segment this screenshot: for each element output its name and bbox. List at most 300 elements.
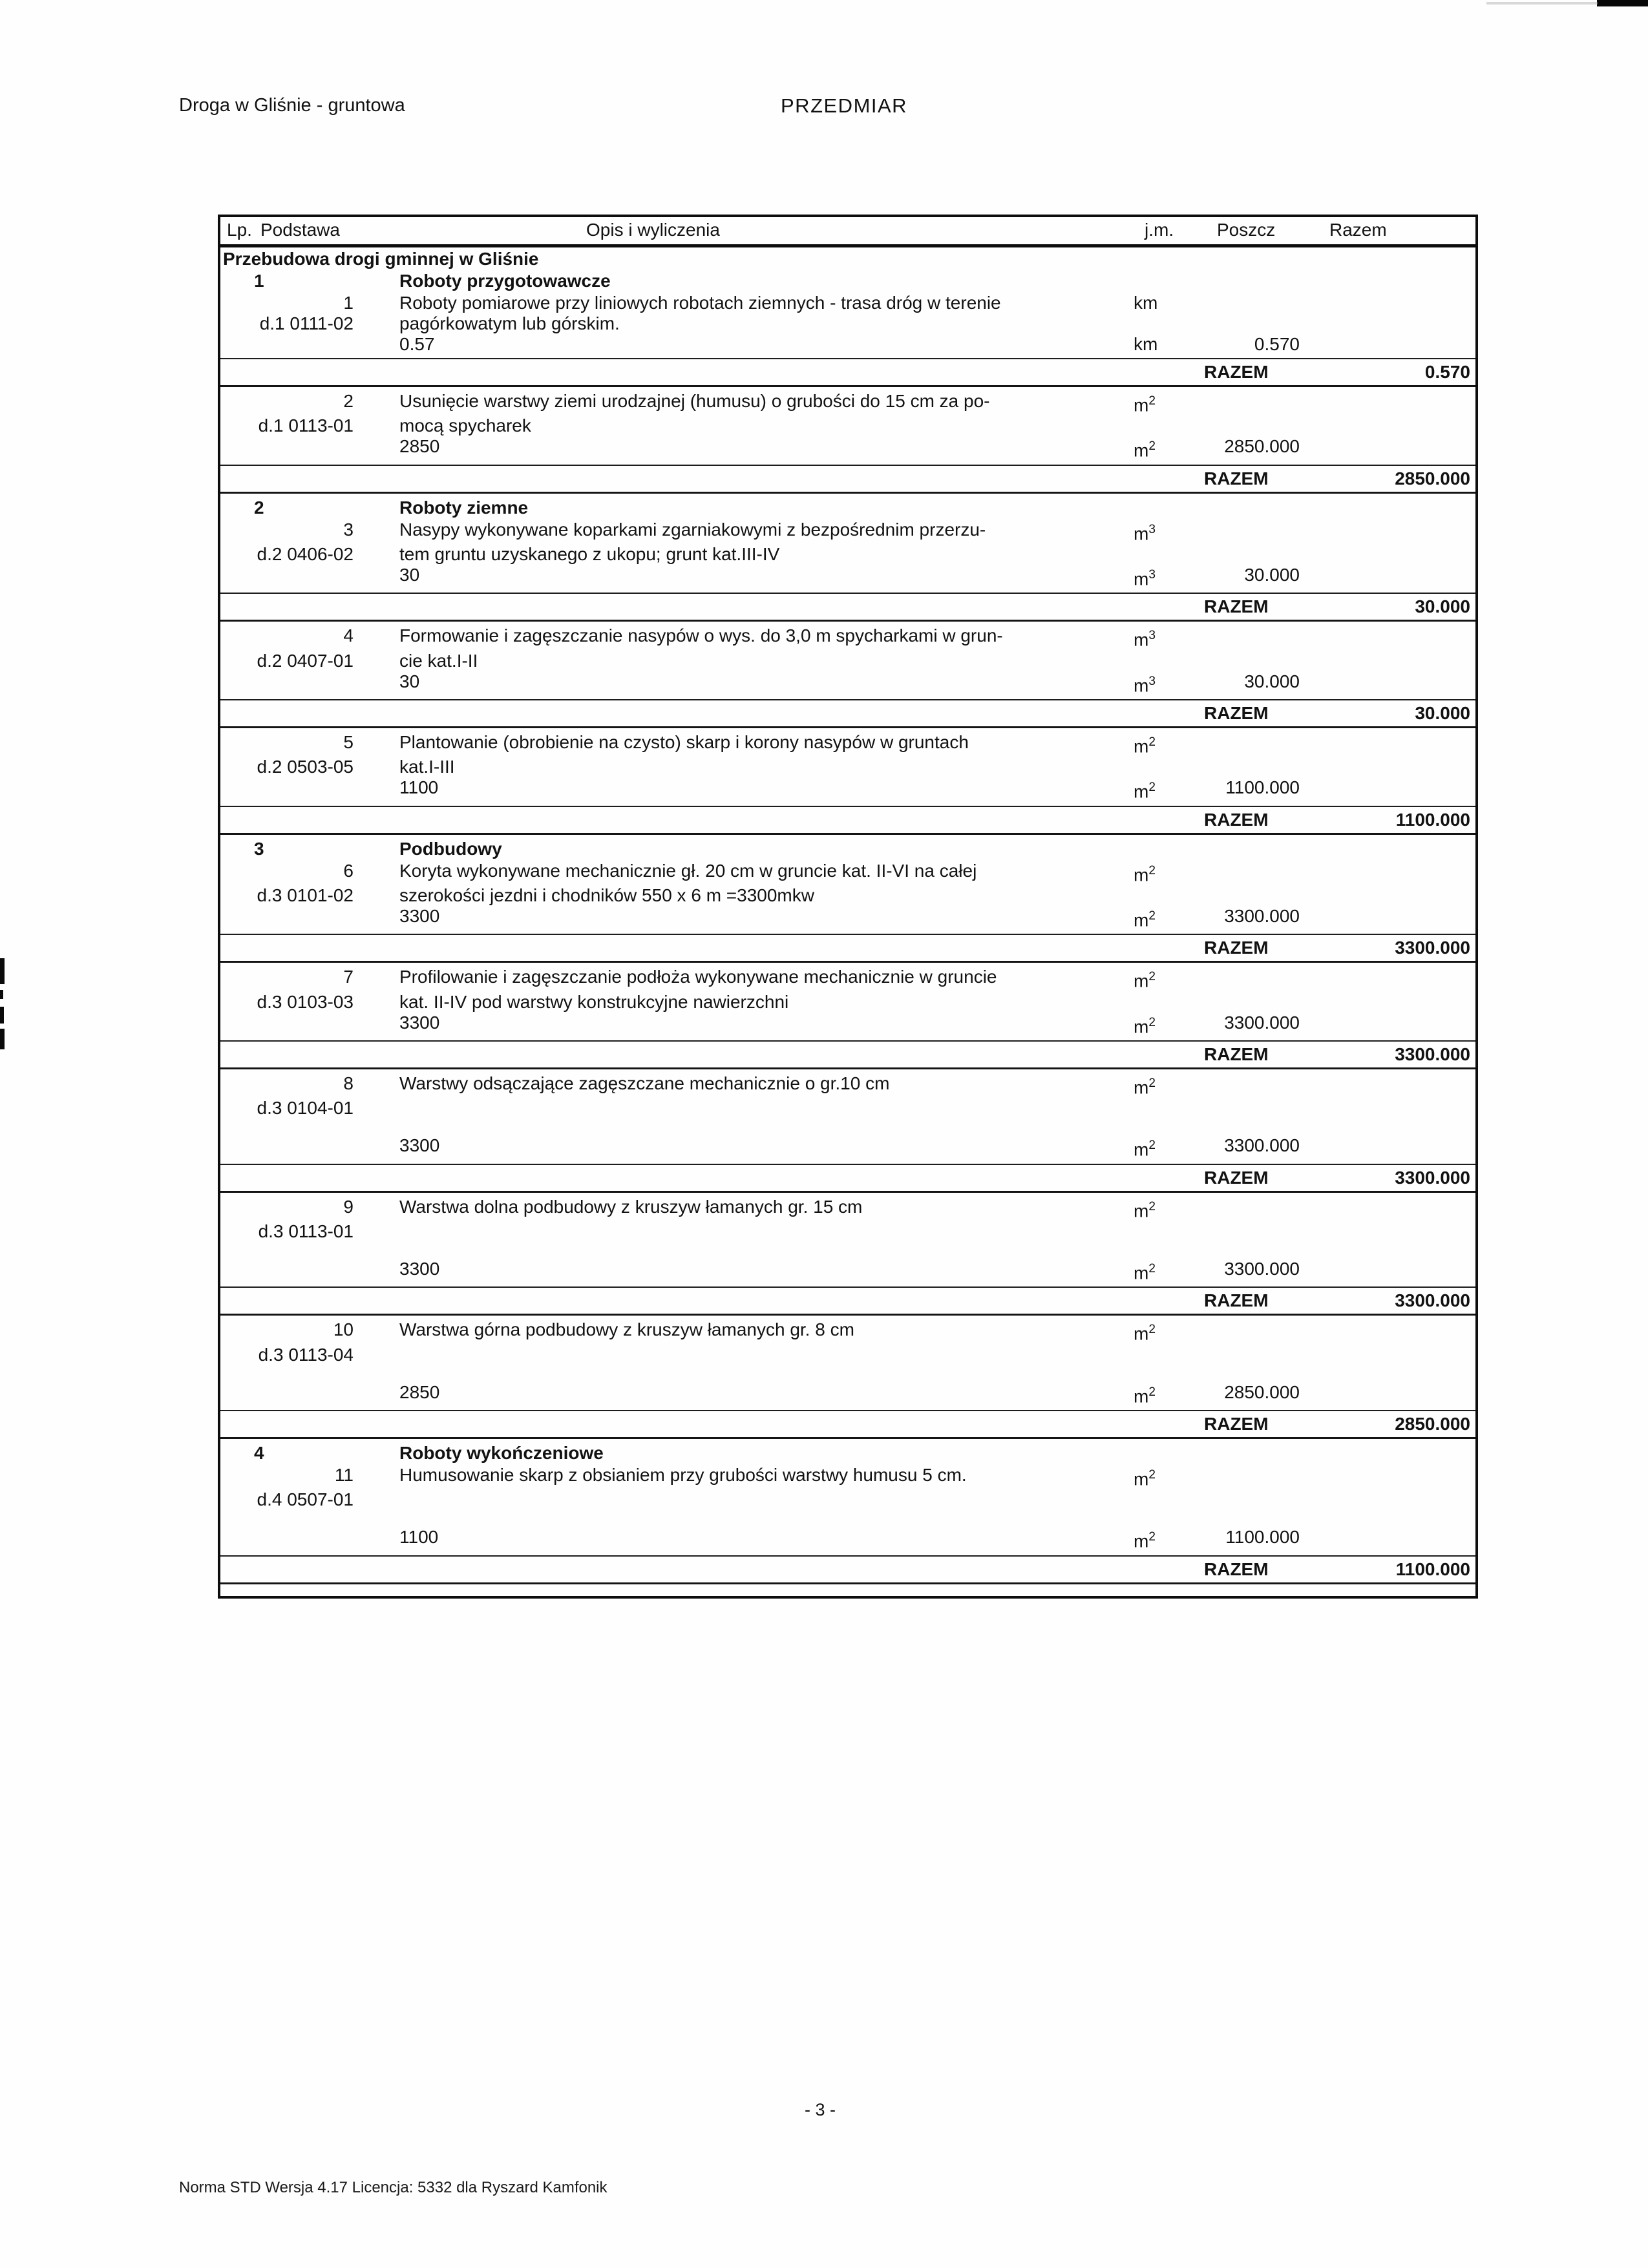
unit-exponent: 3 — [1148, 567, 1156, 582]
item-description: Nasypy wykonywane koparkami zgarniakowymi z bezpośrednim przerzu- — [399, 519, 986, 540]
quantity-expression: 1100 — [399, 1527, 439, 1548]
qty-razem-empty — [1351, 671, 1475, 696]
quantity-row — [220, 671, 1475, 700]
item-description: mocą spycharek — [399, 415, 531, 436]
razem-col1-empty — [220, 1559, 361, 1580]
item-row — [220, 520, 1475, 622]
item-code: d.3 0101-02 — [257, 885, 354, 905]
razem-col3-empty — [1128, 1168, 1203, 1188]
quantity-unit: $m^3$ — [1134, 674, 1156, 695]
razem-row — [220, 700, 1475, 728]
item-col1-empty — [220, 1365, 361, 1382]
item-desc-line — [220, 520, 1475, 544]
razem-col3-empty — [1128, 1414, 1203, 1434]
section-row — [220, 839, 1475, 861]
item-poszcz-empty — [1203, 1319, 1351, 1344]
item-desc-line — [220, 732, 1475, 757]
razem-col3-empty — [1128, 468, 1203, 489]
item-code: d.3 0113-01 — [258, 1221, 354, 1241]
item-unit — [1128, 313, 1203, 334]
unit-exponent: 2 — [1148, 1199, 1156, 1213]
item-poszcz-empty — [1203, 1510, 1351, 1527]
unit-exponent: 2 — [1148, 1261, 1156, 1276]
item-razem-empty — [1351, 1073, 1475, 1098]
qty-razem-empty — [1351, 1527, 1475, 1551]
quantity-row — [220, 334, 1475, 359]
qty-col1-empty — [220, 436, 361, 461]
item-lp-podstawa: 6 — [343, 860, 354, 881]
item-description — [361, 1118, 1128, 1135]
razem-row — [220, 1165, 1475, 1193]
scan-artifact-left-edge — [0, 958, 5, 984]
item-unit: $m^2$ — [1134, 863, 1156, 885]
item-poszcz-empty — [1203, 1365, 1351, 1382]
item-description: pagórkowatym lub górskim. — [399, 313, 620, 333]
razem-row — [220, 935, 1475, 963]
qty-razem-empty — [1351, 334, 1475, 355]
item-poszcz-empty — [1203, 313, 1351, 334]
item-poszcz-empty — [1203, 651, 1351, 671]
razem-label: RAZEM — [1204, 1559, 1269, 1579]
razem-col1-empty — [220, 810, 361, 830]
item-desc-line — [220, 1073, 1475, 1098]
razem-value: 30.000 — [1415, 596, 1470, 617]
razem-value: 1100.000 — [1395, 1559, 1470, 1579]
item-desc-line — [220, 313, 1475, 334]
unit-exponent: 2 — [1148, 394, 1156, 408]
item-poszcz-empty — [1203, 1465, 1351, 1489]
item-code: d.2 0407-01 — [257, 650, 354, 671]
item-unit: $m^2$ — [1134, 1076, 1156, 1098]
razem-label: RAZEM — [1204, 1044, 1269, 1064]
unit-exponent: 2 — [1148, 1139, 1156, 1153]
item-poszcz-empty — [1203, 885, 1351, 906]
section-row — [220, 271, 1475, 293]
razem-col2-empty — [361, 468, 1128, 489]
quantity-unit: $m^2$ — [1134, 1015, 1156, 1036]
quantity-unit: $m^3$ — [1134, 567, 1156, 589]
unit-exponent: 2 — [1148, 1076, 1156, 1090]
unit-exponent: 2 — [1148, 1385, 1156, 1399]
item-poszcz-empty — [1203, 1221, 1351, 1242]
quantity-row — [220, 436, 1475, 465]
item-poszcz-empty — [1203, 1345, 1351, 1365]
razem-row — [220, 359, 1475, 387]
quantity-unit: $m^2$ — [1134, 1530, 1156, 1551]
item-description — [361, 1510, 1128, 1527]
razem-value: 1100.000 — [1395, 809, 1470, 830]
item-description: Warstwa górna podbudowy z kruszyw łamanych gr. 8 cm — [399, 1319, 854, 1340]
item-poszcz-empty — [1203, 544, 1351, 565]
item-code: d.1 0111-02 — [259, 313, 354, 333]
item-poszcz-empty — [1203, 732, 1351, 757]
quantity-expression: 1100 — [399, 777, 439, 798]
item-unit: $m^2$ — [1134, 1323, 1156, 1344]
razem-col3-empty — [1128, 938, 1203, 958]
razem-value: 0.570 — [1424, 362, 1470, 382]
item-unit: $m^3$ — [1134, 629, 1156, 650]
item-razem-empty — [1351, 967, 1475, 991]
quantity-expression: 30 — [399, 671, 420, 691]
item-unit — [1128, 1489, 1203, 1510]
qty-col1-empty — [220, 565, 361, 589]
item-razem-empty — [1351, 1489, 1475, 1510]
item-razem-empty — [1351, 1345, 1475, 1365]
section-row — [220, 1443, 1475, 1465]
item-poszcz-empty — [1203, 757, 1351, 777]
unit-exponent: 3 — [1148, 522, 1156, 536]
item-unit — [1128, 757, 1203, 777]
item-lp-podstawa: 9 — [343, 1196, 354, 1217]
item-unit: $m^2$ — [1134, 1199, 1156, 1221]
qty-col1-empty — [220, 1382, 361, 1407]
section-title: Roboty wykończeniowe — [399, 1442, 604, 1463]
item-unit — [1128, 1221, 1203, 1242]
scan-artifact-left-edge — [0, 990, 3, 999]
razem-col1-empty — [220, 468, 361, 489]
razem-col2-empty — [361, 1290, 1128, 1311]
quantity-expression: 0.57 — [399, 334, 435, 354]
quantity-row — [220, 777, 1475, 806]
quantity-expression: 3300 — [399, 1135, 440, 1156]
item-unit — [1128, 544, 1203, 565]
item-unit: $m^2$ — [1134, 970, 1156, 991]
quantity-unit: $m^2$ — [1134, 439, 1156, 461]
table-body — [220, 271, 1475, 1584]
quantity-row — [220, 565, 1475, 594]
razem-value: 3300.000 — [1395, 1290, 1470, 1311]
quantity-poszcz: 0.570 — [1254, 334, 1300, 354]
item-row — [220, 732, 1475, 835]
item-description — [361, 1489, 1128, 1510]
qty-col1-empty — [220, 671, 361, 696]
razem-col3-empty — [1128, 596, 1203, 617]
col-header-podstawa: Podstawa — [260, 220, 340, 240]
item-razem-empty — [1351, 992, 1475, 1013]
item-desc-line — [220, 967, 1475, 991]
razem-label: RAZEM — [1204, 702, 1269, 723]
item-lp-podstawa: 10 — [333, 1319, 354, 1340]
quantity-poszcz: 1100.000 — [1225, 1527, 1300, 1548]
unit-exponent: 2 — [1148, 439, 1156, 454]
qty-razem-empty — [1351, 565, 1475, 589]
item-row — [220, 1319, 1475, 1439]
razem-col3-empty — [1128, 362, 1203, 383]
group-title-row: Przebudowa drogi gminnej w Gliśnie — [223, 249, 539, 269]
item-desc-line — [220, 1098, 1475, 1118]
razem-col3-empty — [1128, 810, 1203, 830]
item-code: d.4 0507-01 — [257, 1489, 354, 1510]
razem-row — [220, 1288, 1475, 1316]
footer-license-note: Norma STD Wersja 4.17 Licencja: 5332 dla Ryszard Kamfonik — [179, 2179, 607, 2196]
item-desc-line — [220, 1221, 1475, 1242]
razem-label: RAZEM — [1204, 1167, 1269, 1188]
item-code: d.2 0406-02 — [257, 543, 354, 564]
item-razem-empty — [1351, 757, 1475, 777]
qty-razem-empty — [1351, 1382, 1475, 1407]
item-desc-line — [220, 544, 1475, 565]
item-unit — [1128, 1118, 1203, 1135]
quantity-poszcz: 1100.000 — [1225, 777, 1300, 798]
item-razem-empty — [1351, 1118, 1475, 1135]
item-unit — [1128, 992, 1203, 1013]
item-description: kat.I-III — [399, 757, 455, 777]
item-row — [220, 861, 1475, 963]
item-code: d.2 0503-05 — [257, 757, 354, 777]
razem-col2-empty — [361, 1559, 1128, 1580]
item-desc-line — [220, 1118, 1475, 1135]
item-description — [361, 1221, 1128, 1242]
razem-col2-empty — [361, 1414, 1128, 1434]
col-header-razem: Razem — [1329, 220, 1387, 240]
razem-col2-empty — [361, 810, 1128, 830]
qty-col1-empty — [220, 906, 361, 930]
item-description: Warstwa dolna podbudowy z kruszyw łamanych gr. 15 cm — [399, 1196, 863, 1217]
razem-col1-empty — [220, 362, 361, 383]
item-description: Profilowanie i zagęszczanie podłoża wykonywane mechanicznie w gruncie — [399, 967, 997, 987]
qty-col1-empty — [220, 1135, 361, 1160]
item-razem-empty — [1351, 861, 1475, 885]
quantity-expression: 2850 — [399, 1381, 440, 1402]
item-col1-empty — [220, 1242, 361, 1259]
estimate-table — [218, 215, 1478, 1599]
razem-label: RAZEM — [1204, 1290, 1269, 1311]
section-row — [220, 498, 1475, 520]
item-razem-empty — [1351, 625, 1475, 650]
item-desc-line — [220, 1197, 1475, 1221]
razem-col2-empty — [361, 1168, 1128, 1188]
section-title: Podbudowy — [399, 838, 502, 859]
razem-value: 2850.000 — [1395, 1413, 1470, 1434]
item-desc-line — [220, 1465, 1475, 1489]
razem-col1-empty — [220, 1290, 361, 1311]
item-unit: km — [1134, 293, 1158, 313]
razem-label: RAZEM — [1204, 362, 1269, 382]
razem-col2-empty — [361, 703, 1128, 724]
item-code: d.3 0113-04 — [258, 1344, 354, 1365]
razem-col1-empty — [220, 938, 361, 958]
unit-exponent: 3 — [1148, 674, 1156, 688]
item-lp-podstawa: 2 — [343, 391, 354, 411]
item-razem-empty — [1351, 520, 1475, 544]
item-description — [361, 1242, 1128, 1259]
item-razem-empty — [1351, 1319, 1475, 1344]
quantity-unit: $m^2$ — [1134, 781, 1156, 802]
item-desc-line — [220, 293, 1475, 313]
item-row — [220, 625, 1475, 728]
item-description: Plantowanie (obrobienie na czysto) skarp i korony nasypów w gruntach — [399, 731, 969, 752]
quantity-unit: $m^2$ — [1134, 1385, 1156, 1406]
table-header-row — [220, 217, 1475, 247]
item-desc-line — [220, 861, 1475, 885]
item-unit — [1128, 1345, 1203, 1365]
item-description: Formowanie i zagęszczanie nasypów o wys. do 3,0 m spycharkami w grun- — [399, 625, 1003, 646]
item-row — [220, 1073, 1475, 1193]
item-lp-podstawa: 4 — [343, 625, 354, 646]
item-description: Roboty pomiarowe przy liniowych robotach ziemnych - trasa dróg w terenie — [399, 293, 1001, 313]
qty-col1-empty — [220, 334, 361, 355]
item-razem-empty — [1351, 1242, 1475, 1259]
item-razem-empty — [1351, 544, 1475, 565]
razem-col1-empty — [220, 596, 361, 617]
qty-razem-empty — [1351, 1135, 1475, 1160]
item-description: cie kat.I-II — [399, 650, 478, 671]
item-poszcz-empty — [1203, 293, 1351, 313]
item-lp-podstawa: 8 — [343, 1073, 354, 1093]
item-desc-line — [220, 757, 1475, 777]
item-row — [220, 1197, 1475, 1316]
item-poszcz-empty — [1203, 391, 1351, 415]
qty-col1-empty — [220, 777, 361, 802]
qty-col1-empty — [220, 1527, 361, 1551]
item-razem-empty — [1351, 313, 1475, 334]
quantity-poszcz: 2850.000 — [1224, 436, 1300, 457]
razem-value: 3300.000 — [1395, 1044, 1470, 1064]
razem-row — [220, 807, 1475, 835]
item-desc-line — [220, 1242, 1475, 1259]
quantity-unit: $m^2$ — [1134, 908, 1156, 930]
item-lp-podstawa: 1 — [343, 293, 354, 313]
item-razem-empty — [1351, 293, 1475, 313]
col-header-jm: j.m. — [1145, 220, 1174, 240]
razem-col1-empty — [220, 1168, 361, 1188]
quantity-row — [220, 1013, 1475, 1042]
item-description: Usunięcie warstwy ziemi urodzajnej (humusu) o grubości do 15 cm za po- — [399, 391, 990, 411]
item-poszcz-empty — [1203, 1197, 1351, 1221]
razem-label: RAZEM — [1204, 468, 1269, 488]
item-desc-line — [220, 992, 1475, 1013]
razem-col2-empty — [361, 596, 1128, 617]
item-lp-podstawa: 11 — [334, 1464, 354, 1485]
quantity-poszcz: 30.000 — [1244, 671, 1300, 691]
razem-row — [220, 1557, 1475, 1584]
razem-value: 2850.000 — [1395, 468, 1470, 488]
razem-col3-empty — [1128, 1044, 1203, 1065]
item-poszcz-empty — [1203, 1242, 1351, 1259]
unit-exponent: 2 — [1148, 1467, 1156, 1482]
item-poszcz-empty — [1203, 1489, 1351, 1510]
item-razem-empty — [1351, 1098, 1475, 1118]
item-code: d.1 0113-01 — [258, 415, 354, 436]
qty-col1-empty — [220, 1259, 361, 1283]
item-unit: $m^2$ — [1134, 735, 1156, 757]
qty-razem-empty — [1351, 906, 1475, 930]
item-col1-empty — [220, 1118, 361, 1135]
section-title: Roboty przygotowawcze — [399, 271, 611, 291]
item-unit — [1128, 651, 1203, 671]
qty-razem-empty — [1351, 436, 1475, 461]
scan-artifact-top-right — [1597, 0, 1648, 6]
item-unit — [1128, 1365, 1203, 1382]
quantity-unit: $m^2$ — [1134, 1139, 1156, 1160]
unit-exponent: 2 — [1148, 1015, 1156, 1029]
item-poszcz-empty — [1203, 415, 1351, 436]
item-razem-empty — [1351, 1197, 1475, 1221]
qty-col1-empty — [220, 1013, 361, 1037]
item-razem-empty — [1351, 1221, 1475, 1242]
item-description: Warstwy odsączające zagęszczane mechanicznie o gr.10 cm — [399, 1073, 890, 1093]
quantity-expression: 3300 — [399, 1012, 440, 1033]
item-desc-line — [220, 651, 1475, 671]
item-desc-line — [220, 391, 1475, 415]
quantity-unit: $m^2$ — [1134, 1261, 1156, 1283]
scan-artifact-left-edge — [0, 1007, 4, 1024]
item-description: kat. II-IV pod warstwy konstrukcyjne nawierzchni — [399, 991, 789, 1012]
item-poszcz-empty — [1203, 967, 1351, 991]
quantity-poszcz: 30.000 — [1244, 564, 1300, 585]
item-row — [220, 967, 1475, 1069]
item-lp-podstawa: 3 — [343, 519, 354, 540]
razem-label: RAZEM — [1204, 809, 1269, 830]
razem-col1-empty — [220, 703, 361, 724]
item-col1-empty — [220, 1510, 361, 1527]
quantity-poszcz: 3300.000 — [1224, 1012, 1300, 1033]
qty-razem-empty — [1351, 777, 1475, 802]
document-type-label: PRZEDMIAR — [781, 94, 908, 117]
item-desc-line — [220, 1365, 1475, 1382]
razem-value: 30.000 — [1415, 702, 1470, 723]
item-description: tem gruntu uzyskanego z ukopu; grunt kat.III-IV — [399, 543, 780, 564]
section-number: 1 — [254, 271, 264, 291]
item-description — [361, 1365, 1128, 1382]
item-desc-line — [220, 625, 1475, 650]
item-unit: $m^2$ — [1134, 394, 1156, 415]
unit-exponent: 2 — [1148, 908, 1156, 923]
scan-artifact-streak — [1486, 2, 1598, 5]
item-description: szerokości jezdni i chodników 550 x 6 m =3300mkw — [399, 885, 814, 905]
quantity-row — [220, 1527, 1475, 1556]
item-row — [220, 391, 1475, 494]
razem-col2-empty — [361, 1044, 1128, 1065]
quantity-row — [220, 906, 1475, 935]
qty-razem-empty — [1351, 1013, 1475, 1037]
item-row — [220, 293, 1475, 387]
section-number: 4 — [254, 1442, 264, 1463]
section-number: 3 — [254, 838, 264, 859]
item-poszcz-empty — [1203, 861, 1351, 885]
unit-exponent: 2 — [1148, 781, 1156, 795]
quantity-unit: km — [1134, 334, 1158, 354]
quantity-expression: 2850 — [399, 436, 440, 457]
item-poszcz-empty — [1203, 992, 1351, 1013]
quantity-poszcz: 3300.000 — [1224, 1258, 1300, 1279]
razem-row — [220, 1411, 1475, 1439]
item-poszcz-empty — [1203, 1073, 1351, 1098]
item-desc-line — [220, 415, 1475, 436]
item-unit — [1128, 1510, 1203, 1527]
quantity-row — [220, 1382, 1475, 1411]
unit-exponent: 2 — [1148, 1530, 1156, 1544]
item-poszcz-empty — [1203, 1098, 1351, 1118]
document-title: Droga w Gliśnie - gruntowa — [179, 95, 405, 116]
item-desc-line — [220, 1489, 1475, 1510]
item-code: d.3 0103-03 — [257, 991, 354, 1012]
quantity-expression: 3300 — [399, 905, 440, 926]
item-row — [220, 1465, 1475, 1584]
item-unit — [1128, 1242, 1203, 1259]
razem-value: 3300.000 — [1395, 1167, 1470, 1188]
qty-razem-empty — [1351, 1259, 1475, 1283]
quantity-row — [220, 1259, 1475, 1288]
unit-exponent: 2 — [1148, 735, 1156, 749]
item-unit — [1128, 1098, 1203, 1118]
item-razem-empty — [1351, 651, 1475, 671]
item-description: Humusowanie skarp z obsianiem przy grubości warstwy humusu 5 cm. — [399, 1464, 967, 1485]
item-desc-line — [220, 1510, 1475, 1527]
razem-col2-empty — [361, 362, 1128, 383]
quantity-expression: 30 — [399, 564, 420, 585]
item-razem-empty — [1351, 391, 1475, 415]
